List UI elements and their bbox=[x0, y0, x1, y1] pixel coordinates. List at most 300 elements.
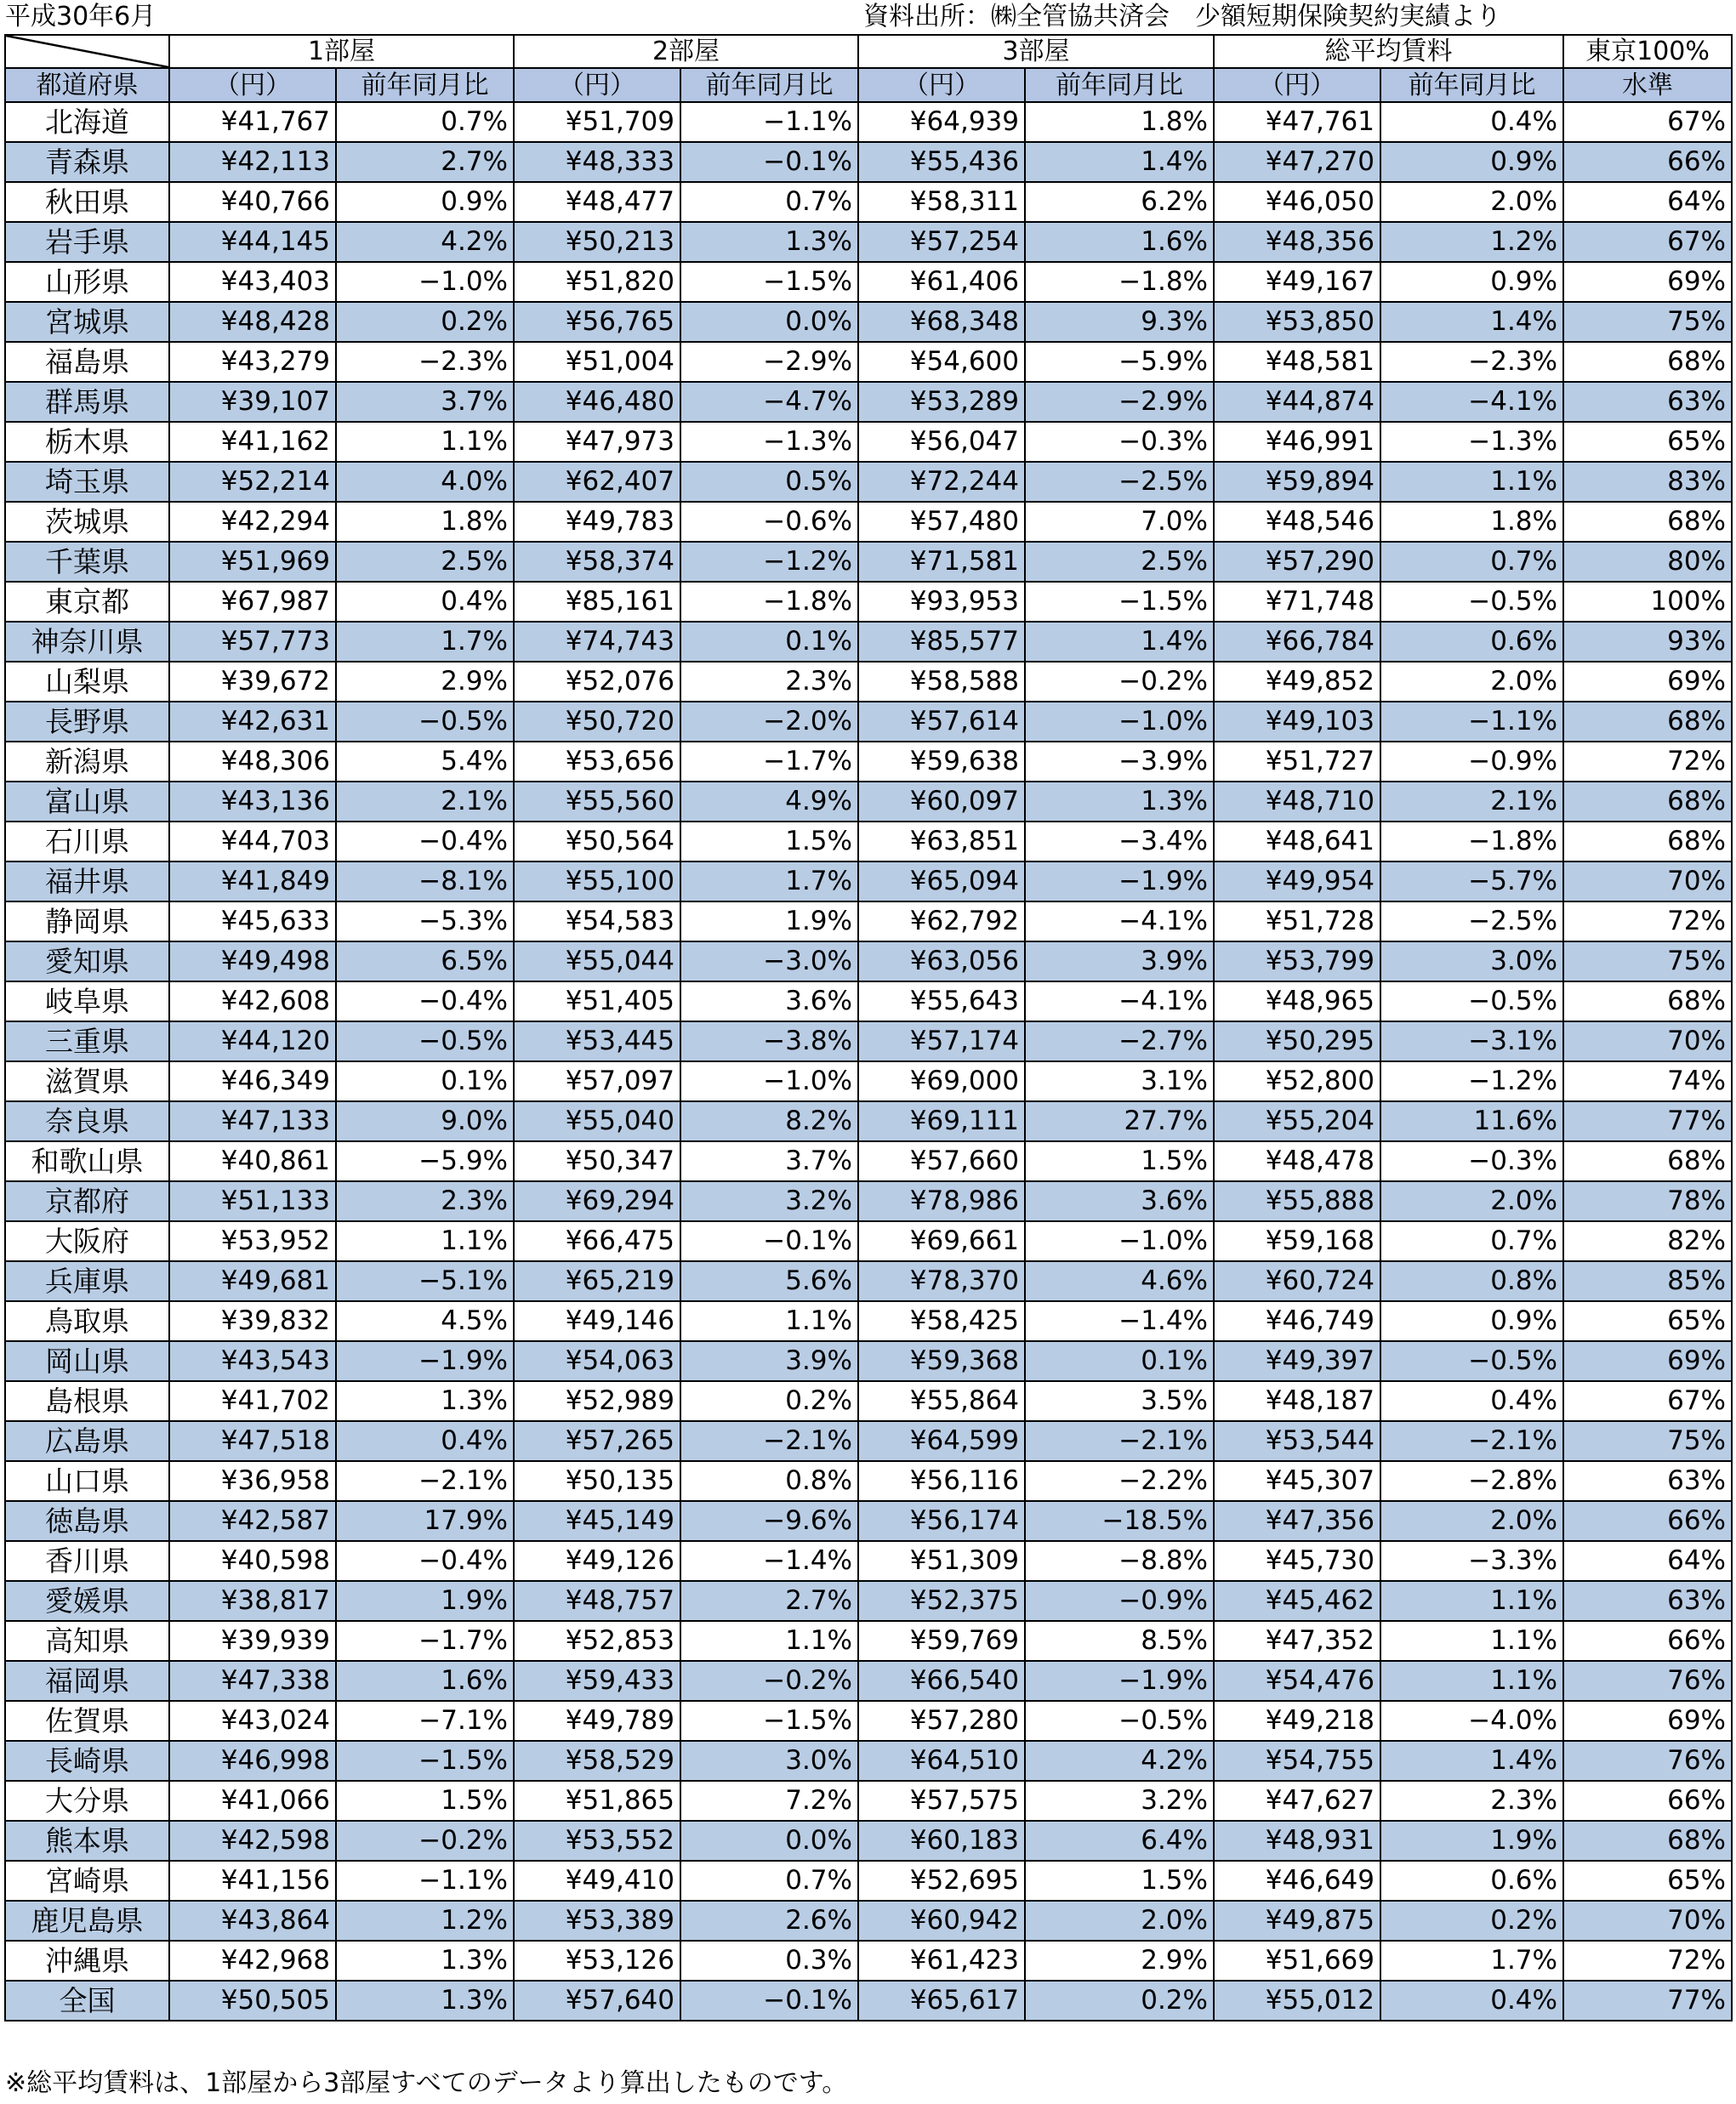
cell-yoy-average: −2.8% bbox=[1380, 1461, 1563, 1501]
cell-yoy-3room: −1.5% bbox=[1025, 582, 1214, 622]
cell-rent-1room: ¥42,113 bbox=[169, 142, 336, 182]
cell-yoy-2room: 0.0% bbox=[680, 302, 858, 342]
cell-yoy-average: 0.9% bbox=[1380, 262, 1563, 302]
cell-prefecture: 徳島県 bbox=[5, 1501, 169, 1541]
cell-rent-3room: ¥61,406 bbox=[858, 262, 1025, 302]
cell-tokyo-index: 64% bbox=[1563, 1541, 1732, 1581]
cell-rent-3room: ¥57,254 bbox=[858, 222, 1025, 262]
cell-yoy-1room: 3.7% bbox=[336, 382, 514, 422]
cell-rent-average: ¥53,799 bbox=[1214, 941, 1380, 981]
cell-yoy-1room: 2.5% bbox=[336, 542, 514, 582]
cell-prefecture: 茨城県 bbox=[5, 502, 169, 542]
cell-yoy-average: 2.0% bbox=[1380, 662, 1563, 702]
cell-yoy-2room: 0.8% bbox=[680, 1461, 858, 1501]
group-header-tokyo-index: 東京100% bbox=[1563, 35, 1732, 68]
table-row bbox=[5, 1701, 1732, 1741]
cell-yoy-2room: 1.1% bbox=[680, 1621, 858, 1661]
cell-yoy-3room: 2.0% bbox=[1025, 1901, 1214, 1941]
cell-rent-average: ¥49,852 bbox=[1214, 662, 1380, 702]
cell-yoy-1room: 2.1% bbox=[336, 782, 514, 822]
cell-rent-3room: ¥65,094 bbox=[858, 862, 1025, 901]
cell-yoy-2room: 1.1% bbox=[680, 1301, 858, 1341]
table-row bbox=[5, 702, 1732, 742]
table-row bbox=[5, 1541, 1732, 1581]
table-row bbox=[5, 462, 1732, 502]
cell-yoy-2room: 0.2% bbox=[680, 1381, 858, 1421]
cell-rent-2room: ¥55,560 bbox=[514, 782, 680, 822]
cell-rent-3room: ¥64,510 bbox=[858, 1741, 1025, 1781]
cell-rent-average: ¥49,103 bbox=[1214, 702, 1380, 742]
cell-prefecture: 富山県 bbox=[5, 782, 169, 822]
cell-yoy-1room: −1.7% bbox=[336, 1621, 514, 1661]
cell-yoy-average: −0.5% bbox=[1380, 582, 1563, 622]
cell-rent-3room: ¥64,599 bbox=[858, 1421, 1025, 1461]
cell-yoy-3room: −2.1% bbox=[1025, 1421, 1214, 1461]
cell-rent-1room: ¥39,832 bbox=[169, 1301, 336, 1341]
table-row bbox=[5, 901, 1732, 941]
cell-tokyo-index: 68% bbox=[1563, 822, 1732, 862]
cell-yoy-2room: −2.9% bbox=[680, 342, 858, 382]
cell-yoy-2room: −4.7% bbox=[680, 382, 858, 422]
cell-yoy-3room: −1.8% bbox=[1025, 262, 1214, 302]
cell-rent-2room: ¥53,126 bbox=[514, 1941, 680, 1981]
cell-tokyo-index: 76% bbox=[1563, 1661, 1732, 1701]
sub-header-level: 水準 bbox=[1563, 68, 1732, 102]
cell-yoy-2room: 0.7% bbox=[680, 1861, 858, 1901]
cell-yoy-average: 1.2% bbox=[1380, 222, 1563, 262]
cell-rent-3room: ¥56,174 bbox=[858, 1501, 1025, 1541]
cell-yoy-3room: 3.6% bbox=[1025, 1181, 1214, 1221]
cell-tokyo-index: 68% bbox=[1563, 1821, 1732, 1861]
cell-prefecture: 宮崎県 bbox=[5, 1861, 169, 1901]
table-row bbox=[5, 182, 1732, 222]
cell-rent-2room: ¥66,475 bbox=[514, 1221, 680, 1261]
table-row bbox=[5, 1661, 1732, 1701]
cell-yoy-average: 0.6% bbox=[1380, 1861, 1563, 1901]
cell-yoy-2room: 7.2% bbox=[680, 1781, 858, 1821]
cell-rent-1room: ¥57,773 bbox=[169, 622, 336, 662]
cell-rent-2room: ¥49,789 bbox=[514, 1701, 680, 1741]
cell-prefecture: 兵庫県 bbox=[5, 1261, 169, 1301]
group-header-1room: 1部屋 bbox=[169, 35, 514, 68]
cell-rent-1room: ¥39,672 bbox=[169, 662, 336, 702]
cell-rent-1room: ¥48,306 bbox=[169, 742, 336, 782]
cell-rent-average: ¥49,954 bbox=[1214, 862, 1380, 901]
cell-yoy-1room: 1.5% bbox=[336, 1781, 514, 1821]
cell-prefecture: 三重県 bbox=[5, 1021, 169, 1061]
cell-yoy-1room: 4.2% bbox=[336, 222, 514, 262]
cell-rent-average: ¥46,050 bbox=[1214, 182, 1380, 222]
cell-yoy-3room: 3.5% bbox=[1025, 1381, 1214, 1421]
cell-yoy-1room: −0.5% bbox=[336, 702, 514, 742]
cell-yoy-3room: −1.4% bbox=[1025, 1301, 1214, 1341]
cell-rent-1room: ¥52,214 bbox=[169, 462, 336, 502]
cell-rent-1room: ¥40,766 bbox=[169, 182, 336, 222]
cell-yoy-3room: −1.9% bbox=[1025, 862, 1214, 901]
cell-prefecture: 北海道 bbox=[5, 102, 169, 142]
cell-rent-3room: ¥93,953 bbox=[858, 582, 1025, 622]
cell-prefecture: 全国 bbox=[5, 1981, 169, 2021]
cell-rent-2room: ¥53,389 bbox=[514, 1901, 680, 1941]
cell-rent-average: ¥49,875 bbox=[1214, 1901, 1380, 1941]
cell-rent-2room: ¥85,161 bbox=[514, 582, 680, 622]
cell-yoy-average: −0.5% bbox=[1380, 981, 1563, 1021]
cell-yoy-2room: 0.3% bbox=[680, 1941, 858, 1981]
table-row bbox=[5, 981, 1732, 1021]
cell-rent-2room: ¥57,640 bbox=[514, 1981, 680, 2021]
cell-tokyo-index: 69% bbox=[1563, 662, 1732, 702]
cell-rent-average: ¥52,800 bbox=[1214, 1061, 1380, 1101]
cell-rent-average: ¥46,649 bbox=[1214, 1861, 1380, 1901]
cell-yoy-1room: 0.7% bbox=[336, 102, 514, 142]
cell-rent-2room: ¥54,063 bbox=[514, 1341, 680, 1381]
cell-tokyo-index: 63% bbox=[1563, 382, 1732, 422]
cell-yoy-3room: 27.7% bbox=[1025, 1101, 1214, 1141]
cell-yoy-average: 2.1% bbox=[1380, 782, 1563, 822]
cell-rent-2room: ¥52,989 bbox=[514, 1381, 680, 1421]
cell-rent-average: ¥45,307 bbox=[1214, 1461, 1380, 1501]
cell-yoy-1room: 2.3% bbox=[336, 1181, 514, 1221]
footnote: ※総平均賃料は、1部屋から3部屋すべてのデータより算出したものです。 bbox=[5, 2068, 848, 2098]
title-bar bbox=[0, 0, 1736, 34]
cell-rent-3room: ¥66,540 bbox=[858, 1661, 1025, 1701]
cell-tokyo-index: 70% bbox=[1563, 1901, 1732, 1941]
cell-prefecture: 埼玉県 bbox=[5, 462, 169, 502]
cell-tokyo-index: 78% bbox=[1563, 1181, 1732, 1221]
cell-yoy-1room: 2.9% bbox=[336, 662, 514, 702]
cell-yoy-1room: −0.4% bbox=[336, 981, 514, 1021]
cell-rent-average: ¥48,187 bbox=[1214, 1381, 1380, 1421]
cell-tokyo-index: 74% bbox=[1563, 1061, 1732, 1101]
cell-yoy-2room: 2.7% bbox=[680, 1581, 858, 1621]
table-row bbox=[5, 1981, 1732, 2021]
cell-rent-3room: ¥60,097 bbox=[858, 782, 1025, 822]
cell-rent-2room: ¥51,865 bbox=[514, 1781, 680, 1821]
cell-yoy-2room: 2.6% bbox=[680, 1901, 858, 1941]
cell-yoy-3room: 2.5% bbox=[1025, 542, 1214, 582]
cell-rent-average: ¥55,204 bbox=[1214, 1101, 1380, 1141]
table-row bbox=[5, 1061, 1732, 1101]
cell-yoy-2room: −1.5% bbox=[680, 1701, 858, 1741]
cell-yoy-3room: 2.9% bbox=[1025, 1941, 1214, 1981]
cell-rent-3room: ¥60,942 bbox=[858, 1901, 1025, 1941]
cell-yoy-3room: −1.0% bbox=[1025, 1221, 1214, 1261]
cell-prefecture: 青森県 bbox=[5, 142, 169, 182]
cell-tokyo-index: 67% bbox=[1563, 1381, 1732, 1421]
cell-rent-2room: ¥55,040 bbox=[514, 1101, 680, 1141]
cell-yoy-3room: −0.3% bbox=[1025, 422, 1214, 462]
cell-rent-3room: ¥55,643 bbox=[858, 981, 1025, 1021]
cell-yoy-2room: −0.1% bbox=[680, 1981, 858, 2021]
cell-yoy-3room: −18.5% bbox=[1025, 1501, 1214, 1541]
table-row bbox=[5, 782, 1732, 822]
table-row bbox=[5, 1821, 1732, 1861]
cell-tokyo-index: 72% bbox=[1563, 901, 1732, 941]
cell-yoy-1room: 0.4% bbox=[336, 582, 514, 622]
cell-prefecture: 千葉県 bbox=[5, 542, 169, 582]
cell-yoy-2room: −1.8% bbox=[680, 582, 858, 622]
cell-rent-1room: ¥43,136 bbox=[169, 782, 336, 822]
table-row bbox=[5, 1141, 1732, 1181]
cell-rent-average: ¥47,356 bbox=[1214, 1501, 1380, 1541]
cell-yoy-1room: −2.3% bbox=[336, 342, 514, 382]
cell-yoy-3room: −0.2% bbox=[1025, 662, 1214, 702]
cell-yoy-2room: 3.9% bbox=[680, 1341, 858, 1381]
cell-prefecture: 京都府 bbox=[5, 1181, 169, 1221]
cell-yoy-3room: −1.0% bbox=[1025, 702, 1214, 742]
cell-yoy-1room: 9.0% bbox=[336, 1101, 514, 1141]
cell-prefecture: 東京都 bbox=[5, 582, 169, 622]
cell-rent-1room: ¥43,279 bbox=[169, 342, 336, 382]
cell-prefecture: 岡山県 bbox=[5, 1341, 169, 1381]
cell-rent-1room: ¥41,702 bbox=[169, 1381, 336, 1421]
cell-yoy-1room: −0.4% bbox=[336, 1541, 514, 1581]
cell-yoy-1room: −1.5% bbox=[336, 1741, 514, 1781]
table-row bbox=[5, 1381, 1732, 1421]
cell-rent-3room: ¥56,116 bbox=[858, 1461, 1025, 1501]
group-header-row bbox=[5, 35, 1732, 68]
cell-tokyo-index: 72% bbox=[1563, 742, 1732, 782]
cell-tokyo-index: 63% bbox=[1563, 1461, 1732, 1501]
cell-rent-average: ¥45,730 bbox=[1214, 1541, 1380, 1581]
cell-rent-3room: ¥61,423 bbox=[858, 1941, 1025, 1981]
cell-yoy-average: 2.0% bbox=[1380, 1181, 1563, 1221]
table-row bbox=[5, 742, 1732, 782]
cell-yoy-1room: 4.0% bbox=[336, 462, 514, 502]
cell-prefecture: 鳥取県 bbox=[5, 1301, 169, 1341]
cell-yoy-3room: −2.5% bbox=[1025, 462, 1214, 502]
cell-yoy-1room: 1.1% bbox=[336, 422, 514, 462]
cell-yoy-3room: −4.1% bbox=[1025, 981, 1214, 1021]
cell-yoy-average: −4.1% bbox=[1380, 382, 1563, 422]
cell-yoy-average: −1.8% bbox=[1380, 822, 1563, 862]
cell-rent-2room: ¥58,529 bbox=[514, 1741, 680, 1781]
cell-rent-1room: ¥51,133 bbox=[169, 1181, 336, 1221]
cell-tokyo-index: 66% bbox=[1563, 142, 1732, 182]
cell-yoy-average: 0.6% bbox=[1380, 622, 1563, 662]
cell-rent-3room: ¥53,289 bbox=[858, 382, 1025, 422]
cell-yoy-3room: 1.3% bbox=[1025, 782, 1214, 822]
cell-rent-1room: ¥40,598 bbox=[169, 1541, 336, 1581]
cell-rent-1room: ¥41,156 bbox=[169, 1861, 336, 1901]
cell-yoy-3room: 4.6% bbox=[1025, 1261, 1214, 1301]
cell-yoy-1room: 0.9% bbox=[336, 182, 514, 222]
cell-yoy-average: −3.1% bbox=[1380, 1021, 1563, 1061]
table-row bbox=[5, 1021, 1732, 1061]
cell-rent-average: ¥47,352 bbox=[1214, 1621, 1380, 1661]
cell-yoy-average: −1.1% bbox=[1380, 702, 1563, 742]
table-row bbox=[5, 1461, 1732, 1501]
cell-prefecture: 福岡県 bbox=[5, 1661, 169, 1701]
cell-rent-2room: ¥48,333 bbox=[514, 142, 680, 182]
cell-rent-1room: ¥41,767 bbox=[169, 102, 336, 142]
cell-rent-3room: ¥58,588 bbox=[858, 662, 1025, 702]
cell-rent-3room: ¥55,436 bbox=[858, 142, 1025, 182]
cell-tokyo-index: 93% bbox=[1563, 622, 1732, 662]
cell-rent-3room: ¥72,244 bbox=[858, 462, 1025, 502]
cell-tokyo-index: 65% bbox=[1563, 1861, 1732, 1901]
table-row bbox=[5, 422, 1732, 462]
cell-rent-3room: ¥52,695 bbox=[858, 1861, 1025, 1901]
cell-yoy-2room: 1.9% bbox=[680, 901, 858, 941]
cell-prefecture: 福井県 bbox=[5, 862, 169, 901]
cell-yoy-3room: 3.9% bbox=[1025, 941, 1214, 981]
cell-rent-1room: ¥38,817 bbox=[169, 1581, 336, 1621]
cell-tokyo-index: 68% bbox=[1563, 782, 1732, 822]
cell-prefecture: 沖縄県 bbox=[5, 1941, 169, 1981]
cell-rent-1room: ¥51,969 bbox=[169, 542, 336, 582]
cell-yoy-1room: 1.9% bbox=[336, 1581, 514, 1621]
report-date: 平成30年6月 bbox=[5, 2, 157, 31]
cell-tokyo-index: 67% bbox=[1563, 222, 1732, 262]
cell-yoy-1room: 1.3% bbox=[336, 1381, 514, 1421]
cell-rent-average: ¥54,755 bbox=[1214, 1741, 1380, 1781]
cell-yoy-average: −1.2% bbox=[1380, 1061, 1563, 1101]
cell-tokyo-index: 80% bbox=[1563, 542, 1732, 582]
cell-rent-2room: ¥51,004 bbox=[514, 342, 680, 382]
cell-rent-2room: ¥53,445 bbox=[514, 1021, 680, 1061]
cell-rent-1room: ¥43,864 bbox=[169, 1901, 336, 1941]
cell-rent-3room: ¥59,638 bbox=[858, 742, 1025, 782]
cell-rent-1room: ¥48,428 bbox=[169, 302, 336, 342]
cell-tokyo-index: 70% bbox=[1563, 1021, 1732, 1061]
sub-header-yen: （円） bbox=[514, 68, 680, 102]
cell-rent-average: ¥48,546 bbox=[1214, 502, 1380, 542]
cell-yoy-2room: −1.7% bbox=[680, 742, 858, 782]
cell-rent-1room: ¥42,587 bbox=[169, 1501, 336, 1541]
cell-tokyo-index: 83% bbox=[1563, 462, 1732, 502]
cell-yoy-average: 0.9% bbox=[1380, 1301, 1563, 1341]
cell-tokyo-index: 68% bbox=[1563, 342, 1732, 382]
cell-rent-1room: ¥50,505 bbox=[169, 1981, 336, 2021]
cell-rent-3room: ¥60,183 bbox=[858, 1821, 1025, 1861]
cell-prefecture: 鹿児島県 bbox=[5, 1901, 169, 1941]
sub-header-yoy: 前年同月比 bbox=[680, 68, 858, 102]
cell-rent-1room: ¥42,294 bbox=[169, 502, 336, 542]
cell-rent-average: ¥48,710 bbox=[1214, 782, 1380, 822]
cell-rent-2room: ¥48,757 bbox=[514, 1581, 680, 1621]
cell-prefecture: 新潟県 bbox=[5, 742, 169, 782]
cell-rent-3room: ¥85,577 bbox=[858, 622, 1025, 662]
cell-rent-2room: ¥50,564 bbox=[514, 822, 680, 862]
cell-yoy-2room: −1.1% bbox=[680, 102, 858, 142]
cell-yoy-1room: −0.2% bbox=[336, 1821, 514, 1861]
cell-yoy-average: 0.4% bbox=[1380, 1381, 1563, 1421]
cell-rent-3room: ¥62,792 bbox=[858, 901, 1025, 941]
cell-rent-average: ¥59,168 bbox=[1214, 1221, 1380, 1261]
cell-rent-1room: ¥42,608 bbox=[169, 981, 336, 1021]
cell-yoy-average: 0.2% bbox=[1380, 1901, 1563, 1941]
cell-rent-average: ¥66,784 bbox=[1214, 622, 1380, 662]
cell-yoy-average: −0.9% bbox=[1380, 742, 1563, 782]
cell-tokyo-index: 77% bbox=[1563, 1981, 1732, 2021]
cell-rent-average: ¥53,850 bbox=[1214, 302, 1380, 342]
cell-rent-2room: ¥54,583 bbox=[514, 901, 680, 941]
cell-yoy-3room: −1.9% bbox=[1025, 1661, 1214, 1701]
cell-yoy-average: −3.3% bbox=[1380, 1541, 1563, 1581]
cell-yoy-2room: −9.6% bbox=[680, 1501, 858, 1541]
cell-yoy-2room: −0.1% bbox=[680, 142, 858, 182]
cell-rent-average: ¥59,894 bbox=[1214, 462, 1380, 502]
cell-rent-3room: ¥58,425 bbox=[858, 1301, 1025, 1341]
cell-rent-1room: ¥41,849 bbox=[169, 862, 336, 901]
cell-yoy-average: 1.1% bbox=[1380, 1621, 1563, 1661]
cell-rent-2room: ¥56,765 bbox=[514, 302, 680, 342]
cell-yoy-3room: 7.0% bbox=[1025, 502, 1214, 542]
table-row bbox=[5, 302, 1732, 342]
table-row bbox=[5, 662, 1732, 702]
cell-yoy-3room: −2.2% bbox=[1025, 1461, 1214, 1501]
cell-yoy-average: −1.3% bbox=[1380, 422, 1563, 462]
cell-rent-average: ¥48,356 bbox=[1214, 222, 1380, 262]
cell-yoy-2room: 2.3% bbox=[680, 662, 858, 702]
cell-yoy-1room: 2.7% bbox=[336, 142, 514, 182]
cell-prefecture: 静岡県 bbox=[5, 901, 169, 941]
cell-yoy-3room: 4.2% bbox=[1025, 1741, 1214, 1781]
cell-rent-average: ¥55,888 bbox=[1214, 1181, 1380, 1221]
table-row bbox=[5, 262, 1732, 302]
cell-yoy-1room: 1.8% bbox=[336, 502, 514, 542]
cell-prefecture: 滋賀県 bbox=[5, 1061, 169, 1101]
cell-rent-average: ¥57,290 bbox=[1214, 542, 1380, 582]
cell-rent-3room: ¥59,769 bbox=[858, 1621, 1025, 1661]
cell-rent-3room: ¥54,600 bbox=[858, 342, 1025, 382]
cell-tokyo-index: 68% bbox=[1563, 502, 1732, 542]
cell-rent-average: ¥44,874 bbox=[1214, 382, 1380, 422]
cell-rent-1room: ¥44,703 bbox=[169, 822, 336, 862]
cell-yoy-3room: −3.9% bbox=[1025, 742, 1214, 782]
sub-header-yoy: 前年同月比 bbox=[336, 68, 514, 102]
cell-rent-1room: ¥44,120 bbox=[169, 1021, 336, 1061]
cell-yoy-1room: 1.2% bbox=[336, 1901, 514, 1941]
cell-rent-3room: ¥78,986 bbox=[858, 1181, 1025, 1221]
cell-yoy-2room: 1.7% bbox=[680, 862, 858, 901]
cell-yoy-1room: −1.0% bbox=[336, 262, 514, 302]
cell-yoy-2room: −2.1% bbox=[680, 1421, 858, 1461]
cell-tokyo-index: 68% bbox=[1563, 981, 1732, 1021]
cell-rent-1room: ¥43,543 bbox=[169, 1341, 336, 1381]
cell-rent-3room: ¥64,939 bbox=[858, 102, 1025, 142]
cell-rent-2room: ¥50,213 bbox=[514, 222, 680, 262]
cell-yoy-3room: 8.5% bbox=[1025, 1621, 1214, 1661]
cell-prefecture: 神奈川県 bbox=[5, 622, 169, 662]
cell-rent-average: ¥48,965 bbox=[1214, 981, 1380, 1021]
cell-yoy-average: −5.7% bbox=[1380, 862, 1563, 901]
cell-yoy-2room: 1.3% bbox=[680, 222, 858, 262]
cell-yoy-2room: −1.2% bbox=[680, 542, 858, 582]
cell-yoy-average: 0.4% bbox=[1380, 1981, 1563, 2021]
cell-yoy-2room: −3.8% bbox=[680, 1021, 858, 1061]
cell-prefecture: 長崎県 bbox=[5, 1741, 169, 1781]
cell-yoy-average: −2.5% bbox=[1380, 901, 1563, 941]
cell-prefecture: 高知県 bbox=[5, 1621, 169, 1661]
cell-yoy-3room: 6.2% bbox=[1025, 182, 1214, 222]
cell-rent-2room: ¥57,265 bbox=[514, 1421, 680, 1461]
cell-prefecture: 熊本県 bbox=[5, 1821, 169, 1861]
cell-prefecture: 山口県 bbox=[5, 1461, 169, 1501]
cell-rent-average: ¥46,991 bbox=[1214, 422, 1380, 462]
cell-rent-average: ¥50,295 bbox=[1214, 1021, 1380, 1061]
cell-rent-3room: ¥69,661 bbox=[858, 1221, 1025, 1261]
cell-yoy-1room: 6.5% bbox=[336, 941, 514, 981]
diagonal-corner-cell bbox=[5, 35, 169, 68]
cell-yoy-3room: 3.2% bbox=[1025, 1781, 1214, 1821]
cell-rent-1room: ¥41,162 bbox=[169, 422, 336, 462]
cell-yoy-average: 0.4% bbox=[1380, 102, 1563, 142]
cell-yoy-3room: 1.5% bbox=[1025, 1861, 1214, 1901]
cell-tokyo-index: 63% bbox=[1563, 1581, 1732, 1621]
cell-rent-2room: ¥49,783 bbox=[514, 502, 680, 542]
